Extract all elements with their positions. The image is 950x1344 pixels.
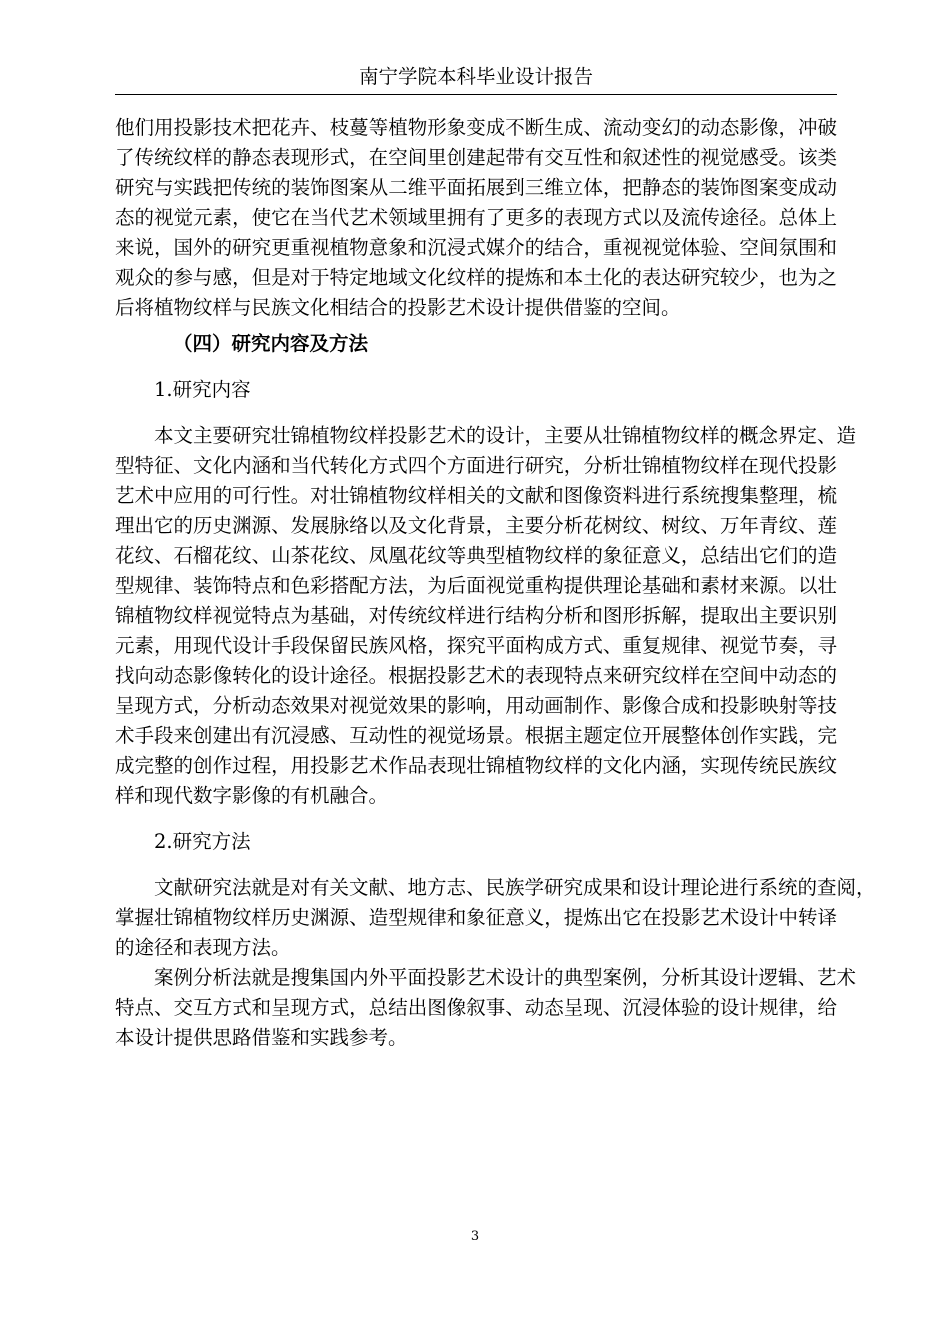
paragraph-line: 观众的参与感，但是对于特定地域文化纹样的提炼和本土化的表达研究较少，也为之 <box>115 266 837 289</box>
paragraph-line: 样和现代数字影像的有机融合。 <box>115 784 389 807</box>
paragraph-case-method <box>115 963 857 1053</box>
paragraph-line: 本文主要研究壮锦植物纹样投影艺术的设计，主要从壮锦植物纹样的概念界定、造 <box>154 424 857 447</box>
paragraph-line: 术手段来创建出有沉浸感、互动性的视觉场景。根据主题定位开展整体创作实践，完 <box>115 724 837 747</box>
paragraph-line: 本设计提供思路借鉴和实践参考。 <box>115 1026 408 1049</box>
page-number: 3 <box>470 1229 480 1244</box>
paragraph-line: 呈现方式，分析动态效果对视觉效果的影响，用动画制作、影像合成和投影映射等技 <box>115 694 837 717</box>
paragraph-line: 态的视觉元素，使它在当代艺术领域里拥有了更多的表现方式以及流传途径。总体上 <box>115 206 837 229</box>
paragraph-line: 文献研究法就是对有关文献、地方志、民族学研究成果和设计理论进行系统的查阅， <box>154 876 876 899</box>
paragraph-line: 掌握壮锦植物纹样历史渊源、造型规律和象征意义，提炼出它在投影艺术设计中转译 <box>115 906 837 929</box>
paragraph-literature-method <box>115 873 876 963</box>
subsection-heading: 2.研究方法 <box>154 830 251 853</box>
paragraph-line: 理出它的历史渊源、发展脉络以及文化背景，主要分析花树纹、树纹、万年青纹、莲 <box>115 514 837 537</box>
paragraph-line: 元素，用现代设计手段保留民族风格，探究平面构成方式、重复规律、视觉节奏，寻 <box>115 634 837 657</box>
paragraph-line: 来说，国外的研究更重视植物意象和沉浸式媒介的结合，重视视觉体验、空间氛围和 <box>115 236 837 259</box>
page-body <box>115 113 876 1053</box>
paragraph-line: 艺术中应用的可行性。对壮锦植物纹样相关的文献和图像资料进行系统搜集整理，梳 <box>115 484 837 507</box>
paragraph-line: 后将植物纹样与民族文化相结合的投影艺术设计提供借鉴的空间。 <box>115 296 681 319</box>
running-header: 南宁学院本科毕业设计报告 <box>358 65 593 88</box>
header-rule <box>115 94 837 95</box>
paragraph-research-content <box>115 421 857 811</box>
paragraph-foreign-research <box>115 113 837 323</box>
paragraph-line: 型规律、装饰特点和色彩搭配方法，为后面视觉重构提供理论基础和素材来源。以壮 <box>115 574 837 597</box>
paragraph-line: 研究与实践把传统的装饰图案从二维平面拓展到三维立体，把静态的装饰图案变成动 <box>115 176 837 199</box>
section-heading: （四）研究内容及方法 <box>173 332 369 355</box>
paragraph-line: 案例分析法就是搜集国内外平面投影艺术设计的典型案例，分析其设计逻辑、艺术 <box>154 966 857 989</box>
paragraph-line: 花纹、石榴花纹、山茶花纹、凤凰花纹等典型植物纹样的象征意义，总结出它们的造 <box>115 544 837 567</box>
paragraph-line: 找向动态影像转化的设计途径。根据投影艺术的表现特点来研究纹样在空间中动态的 <box>115 664 837 687</box>
paragraph-line: 了传统纹样的静态表现形式，在空间里创建起带有交互性和叙述性的视觉感受。该类 <box>115 146 837 169</box>
paragraph-line: 他们用投影技术把花卉、枝蔓等植物形象变成不断生成、流动变幻的动态影像，冲破 <box>115 116 837 139</box>
paragraph-line: 特点、交互方式和呈现方式，总结出图像叙事、动态呈现、沉浸体验的设计规律，给 <box>115 996 837 1019</box>
paragraph-line: 锦植物纹样视觉特点为基础，对传统纹样进行结构分析和图形拆解，提取出主要识别 <box>115 604 837 627</box>
subsection-heading: 1.研究内容 <box>154 378 251 401</box>
paragraph-line: 的途径和表现方法。 <box>115 936 291 959</box>
paragraph-line: 型特征、文化内涵和当代转化方式四个方面进行研究，分析壮锦植物纹样在现代投影 <box>115 454 837 477</box>
paragraph-line: 成完整的创作过程，用投影艺术作品表现壮锦植物纹样的文化内涵，实现传统民族纹 <box>115 754 837 777</box>
